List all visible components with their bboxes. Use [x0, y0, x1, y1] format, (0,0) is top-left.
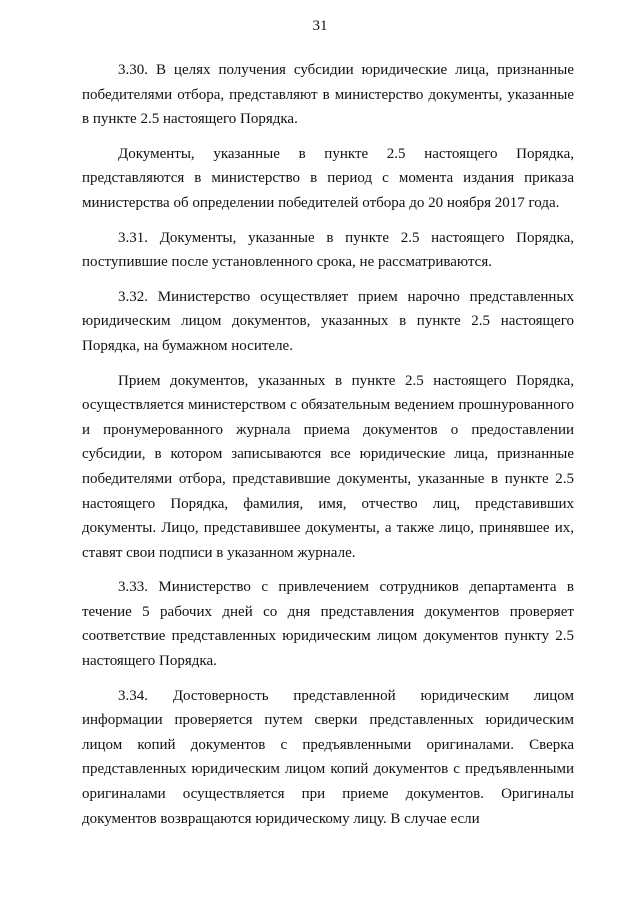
paragraph-3-34: 3.34. Достоверность представленной юридическим лицом информации проверяется путем сверки представленных юридическим лицом копий документов с предъявленными оригиналами. Сверка представленных юридическим лицом копий документов с предъявленными оригиналами осуществляется при приеме документов. Оригиналы документов возвращаются юридическому лицу. В случае если: [82, 687, 574, 827]
page-number: 31: [312, 18, 328, 34]
paragraph-documents-period: Документы, указанные в пункте 2.5 настоящего Порядка, представляются в министерство в период с момента издания приказа министерства об определении победителей отбора до 20 ноября 2017 года.: [82, 145, 574, 211]
paragraph-3-32: 3.32. Министерство осуществляет прием нарочно представленных юридическим лицом документов, указанных в пункте 2.5 настоящего Порядка, на бумажном носителе.: [82, 288, 574, 354]
document-body: [82, 58, 574, 841]
paragraph-3-33: 3.33. Министерство с привлечением сотрудников департамента в течение 5 рабочих дней со дня представления документов проверяет соответствие представленных юридическим лицом документов пункту 2.5 настоящего Порядка.: [82, 579, 574, 670]
paragraph-document-reception: Прием документов, указанных в пункте 2.5 настоящего Порядка, осуществляется министерством с обязательным ведением прошнурованного и пронумерованного журнала приема документов о предоставлении субсидии, в котором записываются все юридические лица, признанные победителями отбора, представившие документы, указанные в пункте 2.5 настоящего Порядка, фамилия, имя, отчество лиц, представивших документы. Лицо, представившее документы, а также лицо, принявшее их, ставят свои подписи в указанном журнале.: [82, 372, 574, 561]
paragraph-3-30: 3.30. В целях получения субсидии юридические лица, признанные победителями отбора, представляют в министерство документы, указанные в пункте 2.5 настоящего Порядка.: [82, 62, 574, 128]
paragraph-3-31: 3.31. Документы, указанные в пункте 2.5 настоящего Порядка, поступившие после установленного срока, не рассматриваются.: [82, 229, 574, 271]
